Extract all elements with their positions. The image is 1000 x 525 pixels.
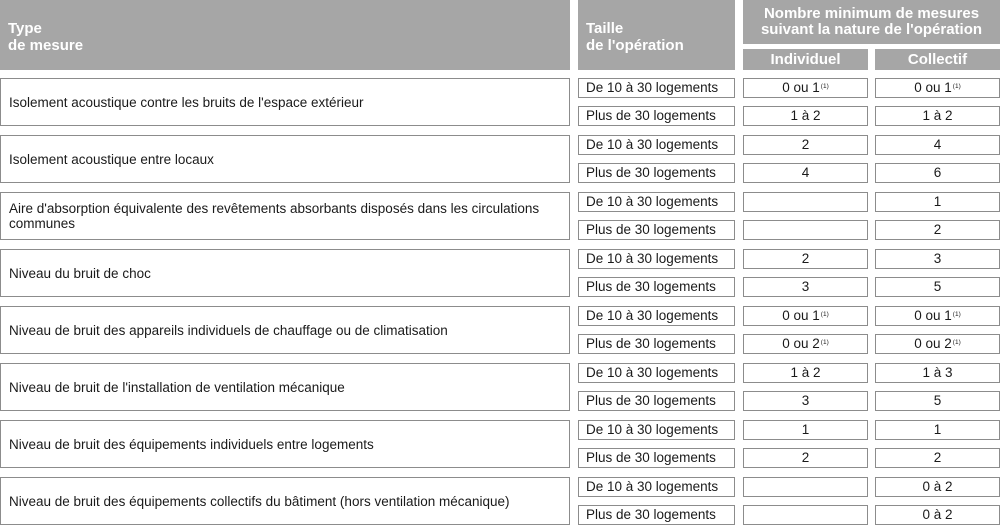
individual-value-text: 0 ou 1 bbox=[782, 80, 820, 95]
footnote-marker: (1) bbox=[820, 311, 829, 318]
individual-value-text: 1 bbox=[801, 422, 810, 437]
collective-value-cell bbox=[875, 505, 1000, 525]
individual-value-text: 0 ou 1 bbox=[782, 308, 820, 323]
footnote-marker: (1) bbox=[820, 83, 829, 90]
collective-value-text: 0 à 2 bbox=[922, 507, 953, 522]
individual-value-text: 0 ou 2 bbox=[782, 336, 820, 351]
measure-type-cell: Aire d'absorption équivalente des revêtements absorbants disposés dans les circulations communes bbox=[0, 192, 570, 240]
header-size-line1: Taille bbox=[586, 20, 624, 37]
individual-value-cell bbox=[743, 78, 868, 98]
operation-size-cell: De 10 à 30 logements bbox=[578, 192, 735, 212]
measure-type-cell: Niveau du bruit de choc bbox=[0, 249, 570, 297]
operation-size-cell: Plus de 30 logements bbox=[578, 448, 735, 468]
individual-value-cell bbox=[743, 220, 868, 240]
header-min-measures bbox=[743, 0, 1000, 44]
measure-type-cell: Isolement acoustique contre les bruits de l'espace extérieur bbox=[0, 78, 570, 126]
header-min-line1: Nombre minimum de mesures bbox=[763, 5, 980, 22]
measure-type-cell: Isolement acoustique entre locaux bbox=[0, 135, 570, 183]
measure-type-cell: Niveau de bruit des appareils individuels de chauffage ou de climatisation bbox=[0, 306, 570, 354]
collective-value-cell bbox=[875, 420, 1000, 440]
individual-value-text: 2 bbox=[801, 137, 810, 152]
collective-value-cell bbox=[875, 277, 1000, 297]
individual-value-cell bbox=[743, 106, 868, 126]
collective-value-text: 6 bbox=[933, 165, 942, 180]
operation-size-cell: De 10 à 30 logements bbox=[578, 135, 735, 155]
individual-value-cell bbox=[743, 277, 868, 297]
collective-value-text: 5 bbox=[933, 393, 942, 408]
individual-value-text: 1 à 2 bbox=[790, 365, 821, 380]
collective-value-text: 0 ou 1 bbox=[914, 80, 952, 95]
measure-type-cell: Niveau de bruit des équipements collectifs du bâtiment (hors ventilation mécanique) bbox=[0, 477, 570, 525]
collective-value-cell bbox=[875, 334, 1000, 354]
collective-value-text: 1 bbox=[933, 194, 942, 209]
individual-value-text: 4 bbox=[801, 165, 810, 180]
header-collective: Collectif bbox=[875, 49, 1000, 70]
collective-value-cell bbox=[875, 78, 1000, 98]
header-size-line2: de l'opération bbox=[586, 37, 684, 54]
individual-value-text: 2 bbox=[801, 251, 810, 266]
header-type-line1: Type bbox=[8, 20, 42, 37]
individual-value-text: 3 bbox=[801, 279, 810, 294]
individual-value-cell bbox=[743, 363, 868, 383]
collective-value-text: 0 à 2 bbox=[922, 479, 953, 494]
collective-value-cell bbox=[875, 249, 1000, 269]
header-min-line2: suivant la nature de l'opération bbox=[760, 21, 983, 38]
measure-type-cell: Niveau de bruit de l'installation de ventilation mécanique bbox=[0, 363, 570, 411]
collective-value-cell bbox=[875, 106, 1000, 126]
collective-value-text: 3 bbox=[933, 251, 942, 266]
collective-value-text: 4 bbox=[933, 137, 942, 152]
footnote-marker: (1) bbox=[952, 311, 961, 318]
operation-size-cell: Plus de 30 logements bbox=[578, 106, 735, 126]
collective-value-text: 2 bbox=[933, 222, 942, 237]
collective-value-cell bbox=[875, 448, 1000, 468]
individual-value-cell bbox=[743, 249, 868, 269]
operation-size-cell: De 10 à 30 logements bbox=[578, 78, 735, 98]
operation-size-cell: Plus de 30 logements bbox=[578, 163, 735, 183]
header-individual: Individuel bbox=[743, 49, 868, 70]
footnote-marker: (1) bbox=[820, 339, 829, 346]
collective-value-cell bbox=[875, 220, 1000, 240]
operation-size-cell: Plus de 30 logements bbox=[578, 334, 735, 354]
collective-value-text: 5 bbox=[933, 279, 942, 294]
footnote-marker: (1) bbox=[952, 339, 961, 346]
collective-value-cell bbox=[875, 391, 1000, 411]
individual-value-cell bbox=[743, 334, 868, 354]
collective-value-text: 1 à 2 bbox=[922, 108, 953, 123]
individual-value-text: 1 à 2 bbox=[790, 108, 821, 123]
collective-value-cell bbox=[875, 192, 1000, 212]
operation-size-cell: De 10 à 30 logements bbox=[578, 420, 735, 440]
collective-value-text: 0 ou 2 bbox=[914, 336, 952, 351]
measure-type-cell: Niveau de bruit des équipements individuels entre logements bbox=[0, 420, 570, 468]
collective-value-cell bbox=[875, 306, 1000, 326]
operation-size-cell: Plus de 30 logements bbox=[578, 220, 735, 240]
collective-value-cell bbox=[875, 477, 1000, 497]
individual-value-cell bbox=[743, 420, 868, 440]
operation-size-cell: Plus de 30 logements bbox=[578, 505, 735, 525]
collective-value-text: 2 bbox=[933, 450, 942, 465]
collective-value-text: 1 à 3 bbox=[922, 365, 953, 380]
operation-size-cell: De 10 à 30 logements bbox=[578, 363, 735, 383]
collective-value-text: 1 bbox=[933, 422, 942, 437]
collective-value-text: 0 ou 1 bbox=[914, 308, 952, 323]
collective-value-cell bbox=[875, 163, 1000, 183]
collective-value-cell bbox=[875, 135, 1000, 155]
operation-size-cell: Plus de 30 logements bbox=[578, 277, 735, 297]
individual-value-cell bbox=[743, 192, 868, 212]
individual-value-cell bbox=[743, 163, 868, 183]
individual-value-cell bbox=[743, 448, 868, 468]
collective-value-cell bbox=[875, 363, 1000, 383]
header-type-line2: de mesure bbox=[8, 37, 84, 54]
footnote-marker: (1) bbox=[952, 83, 961, 90]
individual-value-text: 3 bbox=[801, 393, 810, 408]
individual-value-cell bbox=[743, 135, 868, 155]
operation-size-cell: De 10 à 30 logements bbox=[578, 477, 735, 497]
individual-value-cell bbox=[743, 391, 868, 411]
individual-value-text: 2 bbox=[801, 450, 810, 465]
operation-size-cell: De 10 à 30 logements bbox=[578, 249, 735, 269]
header-size bbox=[578, 0, 735, 70]
individual-value-cell bbox=[743, 306, 868, 326]
individual-value-cell bbox=[743, 477, 868, 497]
header-type bbox=[0, 0, 570, 70]
individual-value-cell bbox=[743, 505, 868, 525]
operation-size-cell: Plus de 30 logements bbox=[578, 391, 735, 411]
operation-size-cell: De 10 à 30 logements bbox=[578, 306, 735, 326]
